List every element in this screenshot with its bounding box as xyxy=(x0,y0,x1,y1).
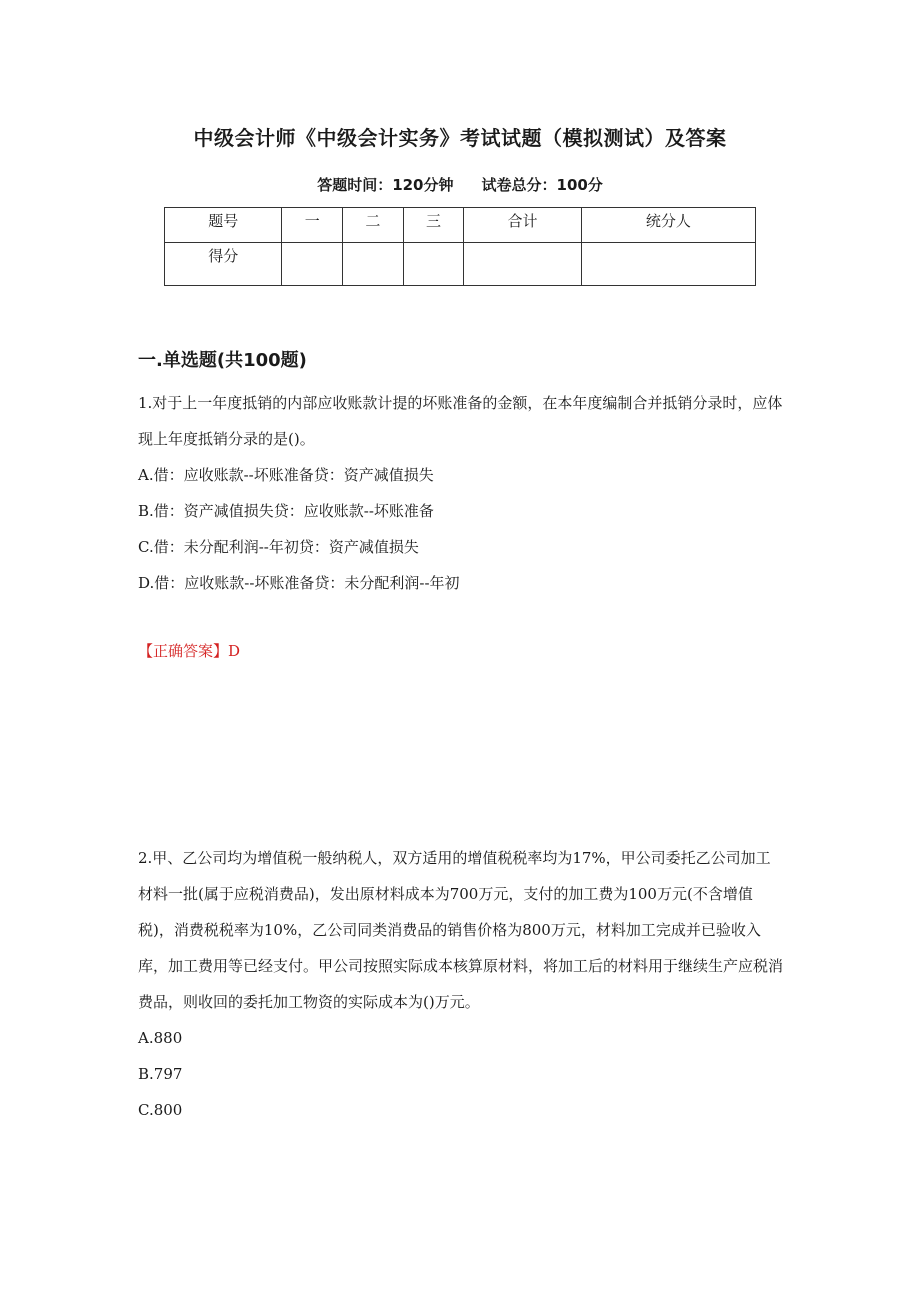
score-header-cell: 三 xyxy=(403,208,464,243)
question-stem: 2.甲、乙公司均为增值税一般纳税人，双方适用的增值税税率均为17%，甲公司委托乙公司加工材料一批(属于应税消费品)，发出原材料成本为700万元，支付的加工费为100万元(不含增值税)，消费税税率为10%，乙公司同类消费品的销售价格为800万元，材料加工完成并已验收入库，加工费用等已经支付。甲公司按照实际成本核算原材料，将加工后的材料用于继续生产应税消费品，则收回的委托加工物资的实际成本为()万元。 xyxy=(138,849,784,1011)
question-option: A.880 xyxy=(138,1029,183,1047)
question-option: A.借：应收账款--坏账准备贷：资产减值损失 xyxy=(138,466,434,484)
score-header-cell: 二 xyxy=(343,208,404,243)
question-2 xyxy=(138,840,784,1128)
score-cell xyxy=(403,243,464,286)
question-1 xyxy=(138,385,784,601)
score-cell xyxy=(464,243,581,286)
score-table-score-row xyxy=(165,243,756,286)
score-header-cell: 一 xyxy=(282,208,343,243)
question-option: B.797 xyxy=(138,1065,183,1083)
score-row-label: 得分 xyxy=(165,243,282,286)
exam-time: 答题时间：120分钟 xyxy=(317,176,454,194)
score-header-cell: 题号 xyxy=(165,208,282,243)
section-title: 一.单选题(共100题) xyxy=(138,350,307,371)
question-option: C.借：未分配利润--年初贷：资产减值损失 xyxy=(138,538,419,556)
score-cell xyxy=(581,243,755,286)
question-option: B.借：资产减值损失贷：应收账款--坏账准备 xyxy=(138,502,434,520)
score-cell xyxy=(282,243,343,286)
correct-answer: 【正确答案】D xyxy=(138,642,241,660)
exam-meta xyxy=(0,174,920,195)
question-option: C.800 xyxy=(138,1101,183,1119)
question-option: D.借：应收账款--坏账准备贷：未分配利润--年初 xyxy=(138,574,460,592)
question-stem: 1.对于上一年度抵销的内部应收账款计提的坏账准备的金额，在本年度编制合并抵销分录时，应体现上年度抵销分录的是()。 xyxy=(138,394,783,448)
exam-total-score: 试卷总分：100分 xyxy=(481,176,603,194)
score-table xyxy=(164,207,756,286)
score-table-header-row xyxy=(165,208,756,243)
document-title: 中级会计师《中级会计实务》考试试题（模拟测试）及答案 xyxy=(193,126,727,150)
score-cell xyxy=(343,243,404,286)
score-header-cell: 统分人 xyxy=(581,208,755,243)
score-header-cell: 合计 xyxy=(464,208,581,243)
